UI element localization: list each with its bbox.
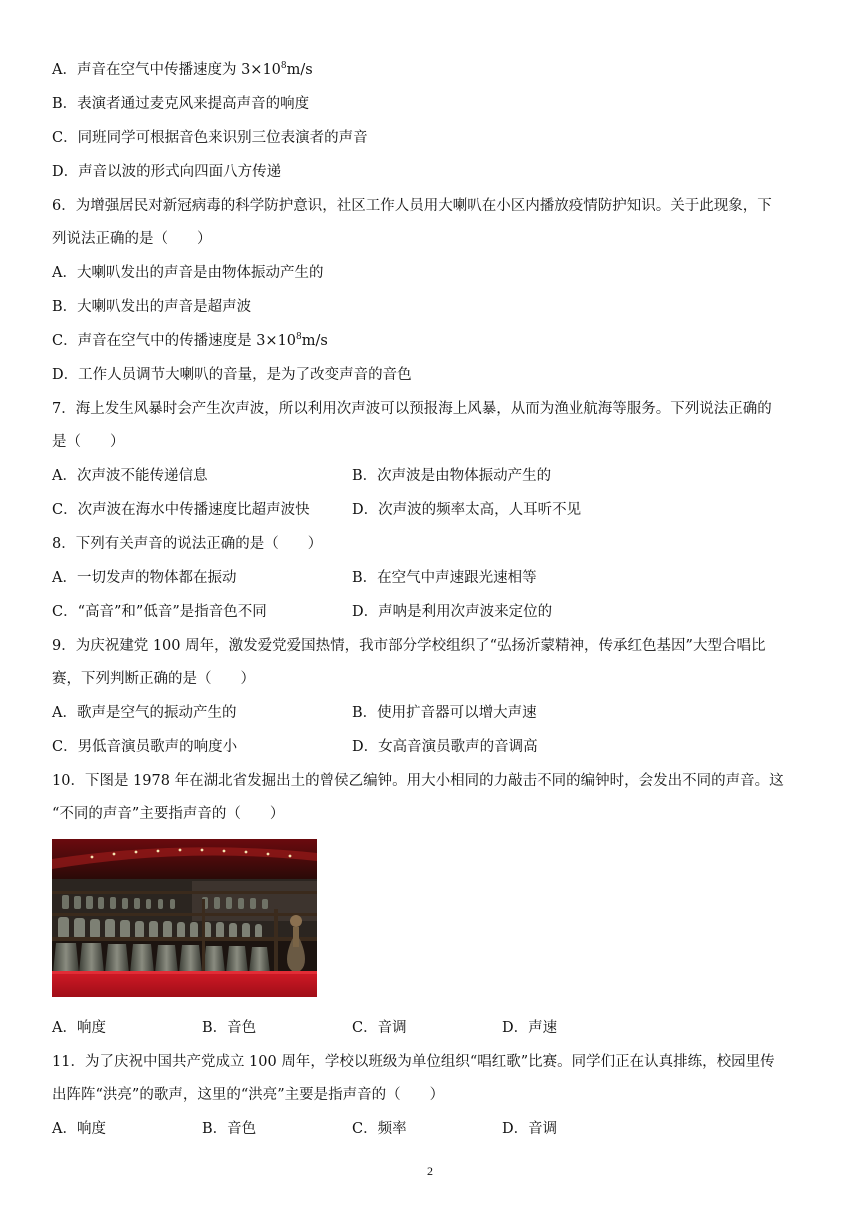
q11-stem-line2: 出阵阵“洪亮”的歌声，这里的“洪亮”主要是指声音的（ ）: [52, 1087, 445, 1103]
q5-option-b: B．表演者通过麦克风来提高声音的响度: [52, 96, 310, 112]
q6-option-c: C．声音在空气中的传播速度是 $3\times 10^8m/s$: [52, 332, 328, 349]
q7-option-d: D．次声波的频率太高，人耳听不见: [352, 502, 582, 518]
q7-stem-line1: 7．海上发生风暴时会产生次声波，所以利用次声波可以预报海上风暴，从而为渔业航海等服务。下列说法正确的: [52, 401, 772, 417]
q10-option-c: C．音调: [352, 1020, 407, 1036]
q8-option-a: A．一切发声的物体都在振动: [52, 570, 237, 586]
q8-option-d: D．声呐是利用次声波来定位的: [352, 604, 553, 620]
q5-option-a: A．声音在空气中传播速度为 $3\times 10^8m/s$: [52, 61, 313, 78]
q10-option-b: B．音色: [202, 1020, 257, 1036]
q10-stem-line2: “不同的声音”主要指声音的（ ）: [52, 806, 285, 822]
q11-option-b: B．音色: [202, 1121, 257, 1137]
q7-option-b: B．次声波是由物体振动产生的: [352, 468, 552, 484]
q8-option-b: B．在空气中声速跟光速相等: [352, 570, 537, 586]
q6-option-a: A．大喇叭发出的声音是由物体振动产生的: [52, 265, 324, 281]
q9-option-d: D．女高音演员歌声的音调高: [352, 739, 538, 755]
q6-option-d: D．工作人员调节大喇叭的音量，是为了改变声音的音色: [52, 367, 412, 383]
q5-option-c: C．同班同学可根据音色来识别三位表演者的声音: [52, 130, 368, 146]
q9-stem-line2: 赛，下列判断正确的是（ ）: [52, 671, 255, 687]
q7-option-c: C．次声波在海水中传播速度比超声波快: [52, 502, 310, 518]
q6-stem-line1: 6．为增强居民对新冠病毒的科学防护意识，社区工作人员用大喇叭在小区内播放疫情防护知识。关于此现象，下: [52, 198, 772, 214]
q9-stem-line1: 9．为庆祝建党 100 周年，激发爱党爱国热情，我市部分学校组织了“弘扬沂蒙精神，传承红色基因”大型合唱比: [52, 638, 766, 654]
q8-option-c: C．“高音”和”低音”是指音色不同: [52, 604, 267, 620]
q9-option-c: C．男低音演员歌声的响度小: [52, 739, 238, 755]
q11-option-a: A．响度: [52, 1121, 106, 1137]
q10-stem-line1: 10．下图是 1978 年在湖北省发掘出土的曾侯乙编钟。用大小相同的力敲击不同的编钟时，会发出不同的声音。这: [52, 773, 784, 789]
q7-option-a: A．次声波不能传递信息: [52, 468, 208, 484]
q8-stem: 8．下列有关声音的说法正确的是（ ）: [52, 536, 323, 552]
q11-option-c: C．频率: [352, 1121, 407, 1137]
q11-stem-line1: 11．为了庆祝中国共产党成立 100 周年，学校以班级为单位组织“唱红歌”比赛。同学们正在认真排练，校园里传: [52, 1054, 775, 1070]
q10-option-a: A．响度: [52, 1020, 106, 1036]
q6-stem-line2: 列说法正确的是（ ）: [52, 231, 212, 247]
q9-option-b: B．使用扩音器可以增大声速: [352, 705, 537, 721]
q7-stem-line2: 是（ ）: [52, 434, 125, 450]
q5-option-d: D．声音以波的形式向四面八方传递: [52, 164, 282, 180]
q9-option-a: A．歌声是空气的振动产生的: [52, 705, 237, 721]
q6-option-b: B．大喇叭发出的声音是超声波: [52, 299, 252, 315]
page-number: 2: [427, 1164, 433, 1178]
q11-option-d: D．音调: [502, 1121, 558, 1137]
q10-option-d: D．声速: [502, 1020, 558, 1036]
bianzhong-bells-photo: [52, 839, 317, 997]
